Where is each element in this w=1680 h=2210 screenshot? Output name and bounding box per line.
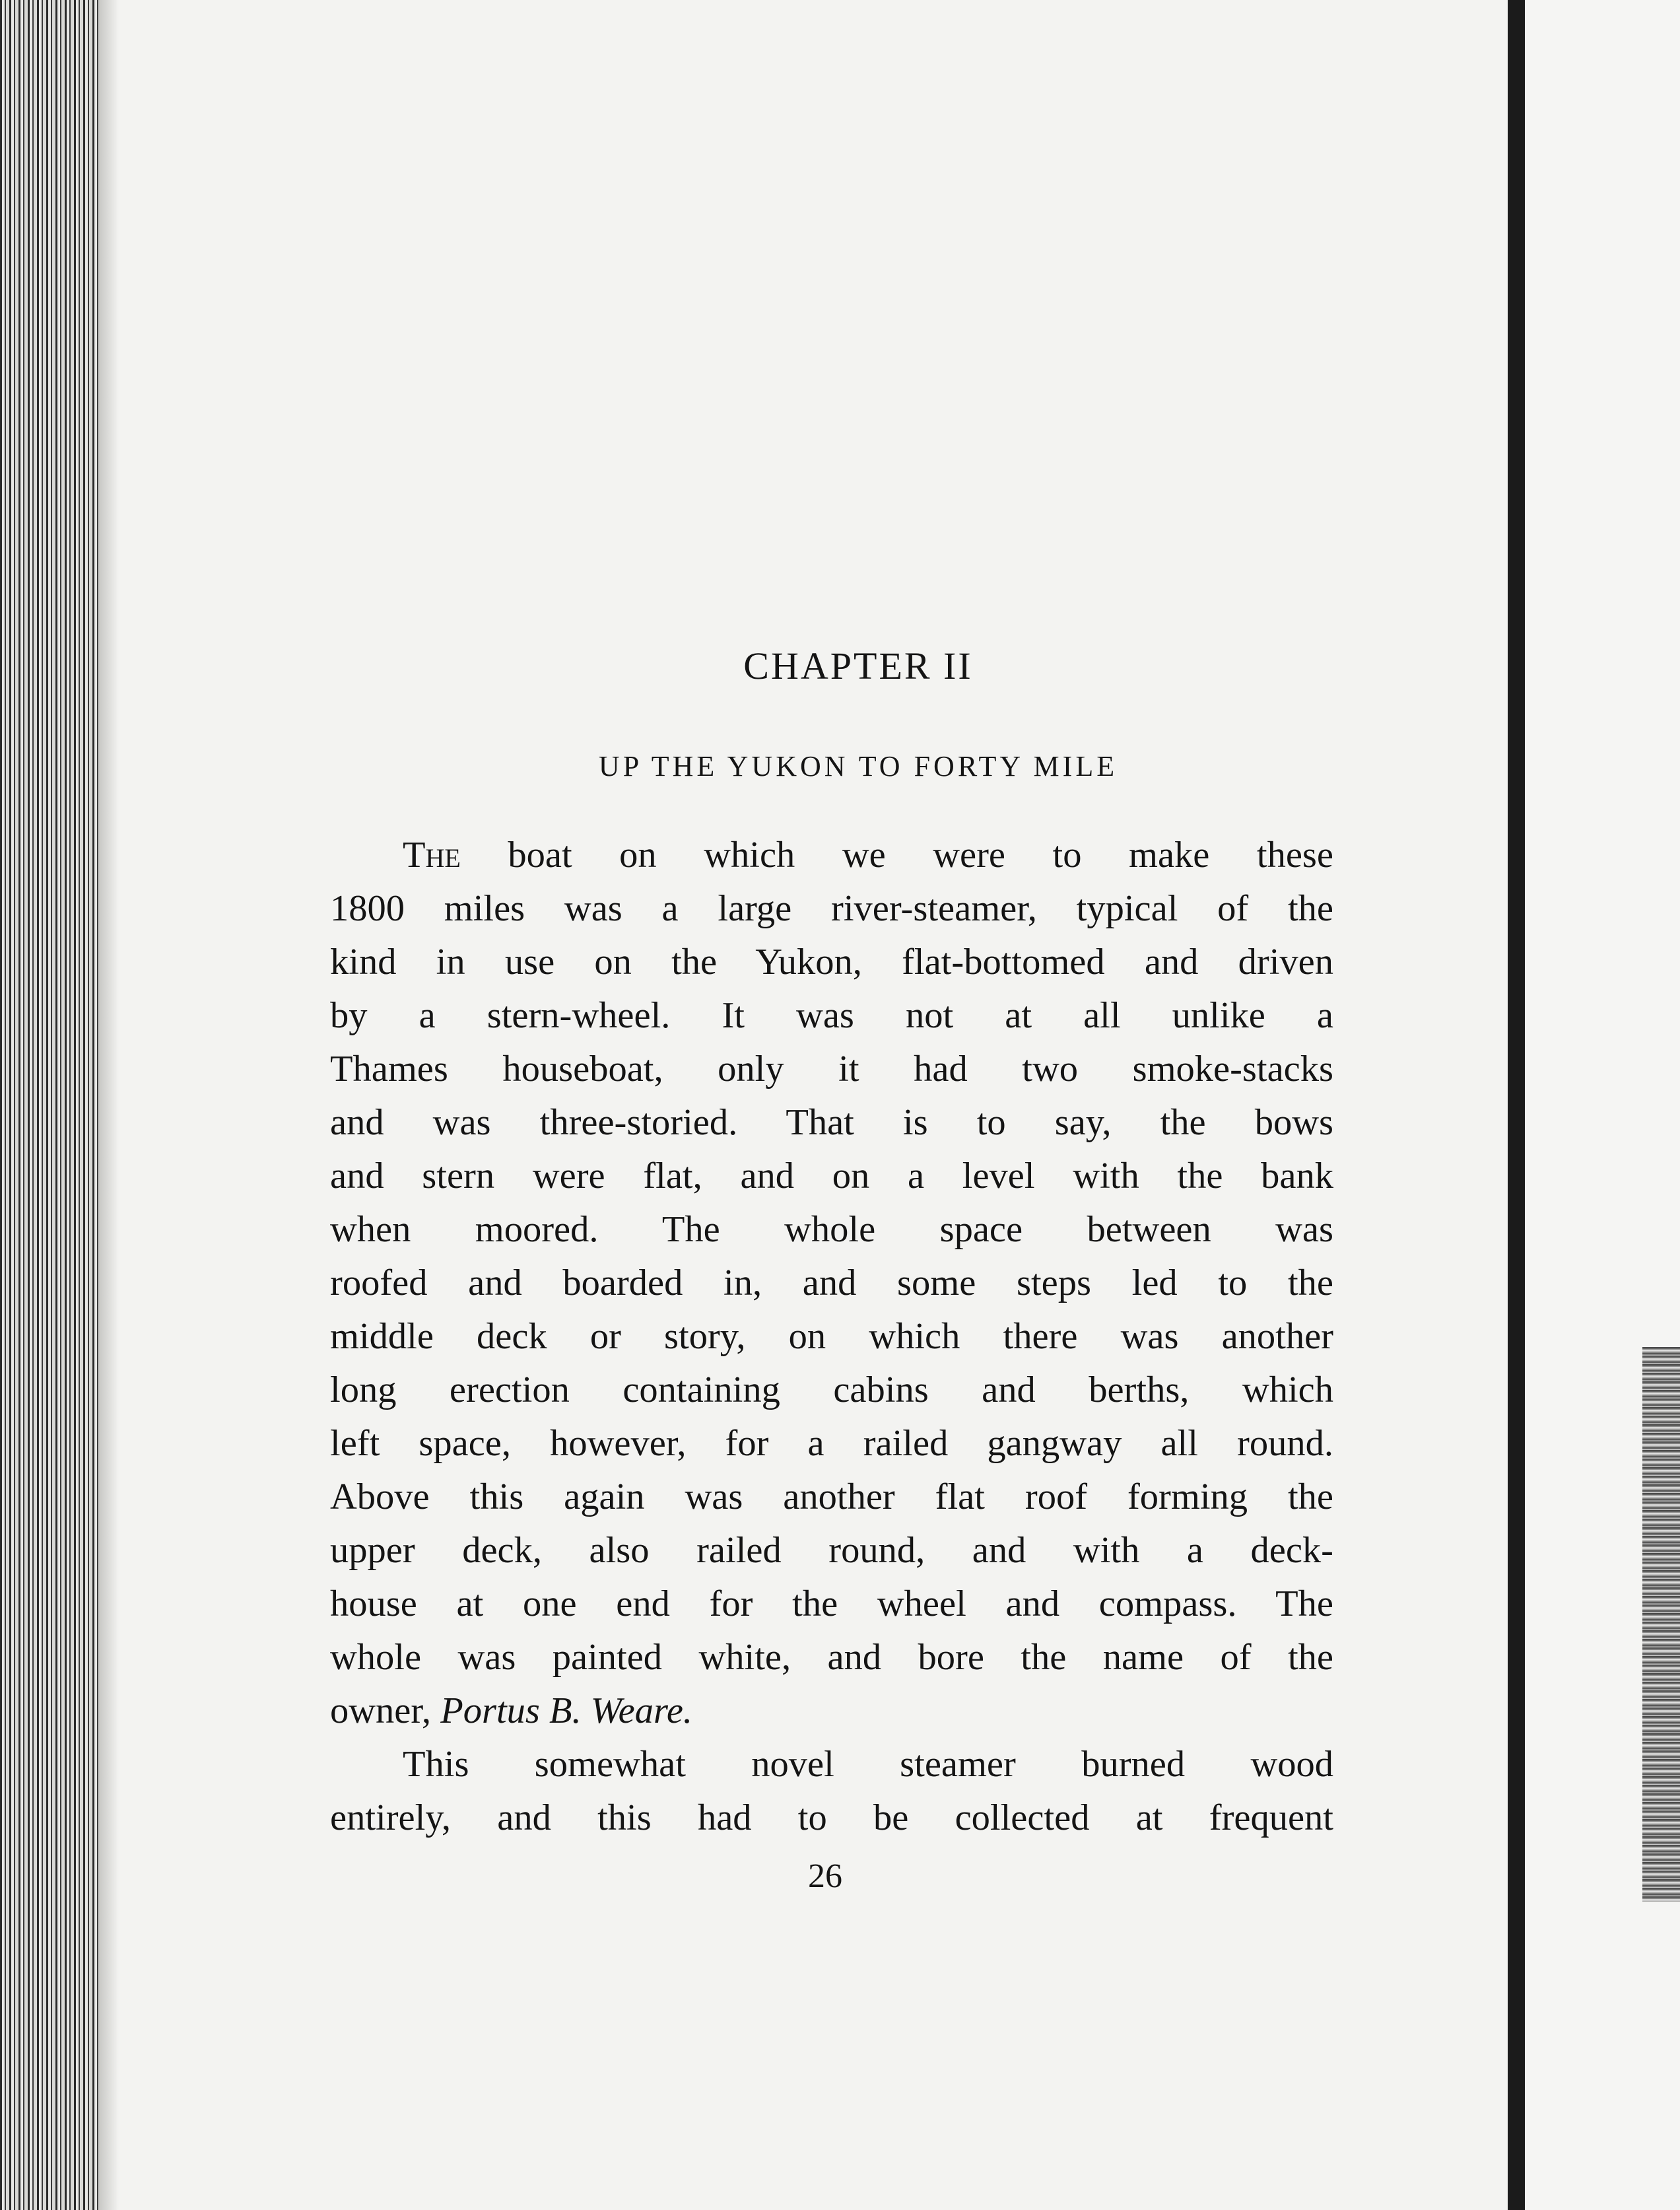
paragraph-line: when moored. The whole space between was — [330, 1209, 1333, 1250]
paragraph-line: Thames houseboat, only it had two smoke-stacks — [330, 1049, 1333, 1089]
paragraph-line: Above this again was another flat roof forming the — [330, 1476, 1333, 1517]
boat-name: Portus B. Weare. — [440, 1690, 693, 1731]
chapter-title: CHAPTER II — [743, 644, 973, 687]
paragraph-line: The boat on which we were to make these — [403, 835, 1333, 876]
paragraph-line: roofed and boarded in, and some steps led to the — [330, 1262, 1333, 1303]
body-text — [330, 829, 1333, 1845]
gutter-shadow — [99, 0, 119, 2210]
paragraph-line: whole was painted white, and bore the name of the — [330, 1637, 1333, 1678]
paragraph-line: middle deck or story, on which there was another — [330, 1316, 1333, 1357]
paragraph-line: and stern were flat, and on a level with the bank — [330, 1156, 1333, 1196]
page-number: 26 — [808, 1857, 842, 1895]
paragraph-line: and was three-storied. That is to say, the bows — [330, 1102, 1333, 1143]
binding-edge — [1508, 0, 1525, 2210]
paragraph-line: long erection containing cabins and berths, which — [330, 1369, 1333, 1410]
paragraph-line: kind in use on the Yukon, flat-bottomed and driven — [330, 942, 1333, 983]
facing-page-illustration-edge — [1642, 1347, 1680, 1902]
paragraph-line: house at one end for the wheel and compass. The — [330, 1583, 1333, 1624]
paragraph-line: 1800 miles was a large river-steamer, typical of the — [330, 888, 1333, 929]
page-body — [330, 0, 1353, 2210]
chapter-subtitle: UP THE YUKON TO FORTY MILE — [598, 750, 1118, 782]
paragraph-line: by a stern-wheel. It was not at all unlike a — [330, 995, 1333, 1036]
paragraph-line: entirely, and this had to be collected at frequent — [330, 1797, 1333, 1838]
paragraph-line: This somewhat novel steamer burned wood — [403, 1744, 1333, 1785]
paragraph-line: left space, however, for a railed gangway all round. — [330, 1423, 1333, 1464]
lead-word: The — [403, 835, 461, 876]
book-page-edges — [0, 0, 99, 2210]
paragraph-line: owner, Portus B. Weare. — [330, 1690, 693, 1731]
paragraph-line: upper deck, also railed round, and with a deck- — [330, 1530, 1333, 1571]
